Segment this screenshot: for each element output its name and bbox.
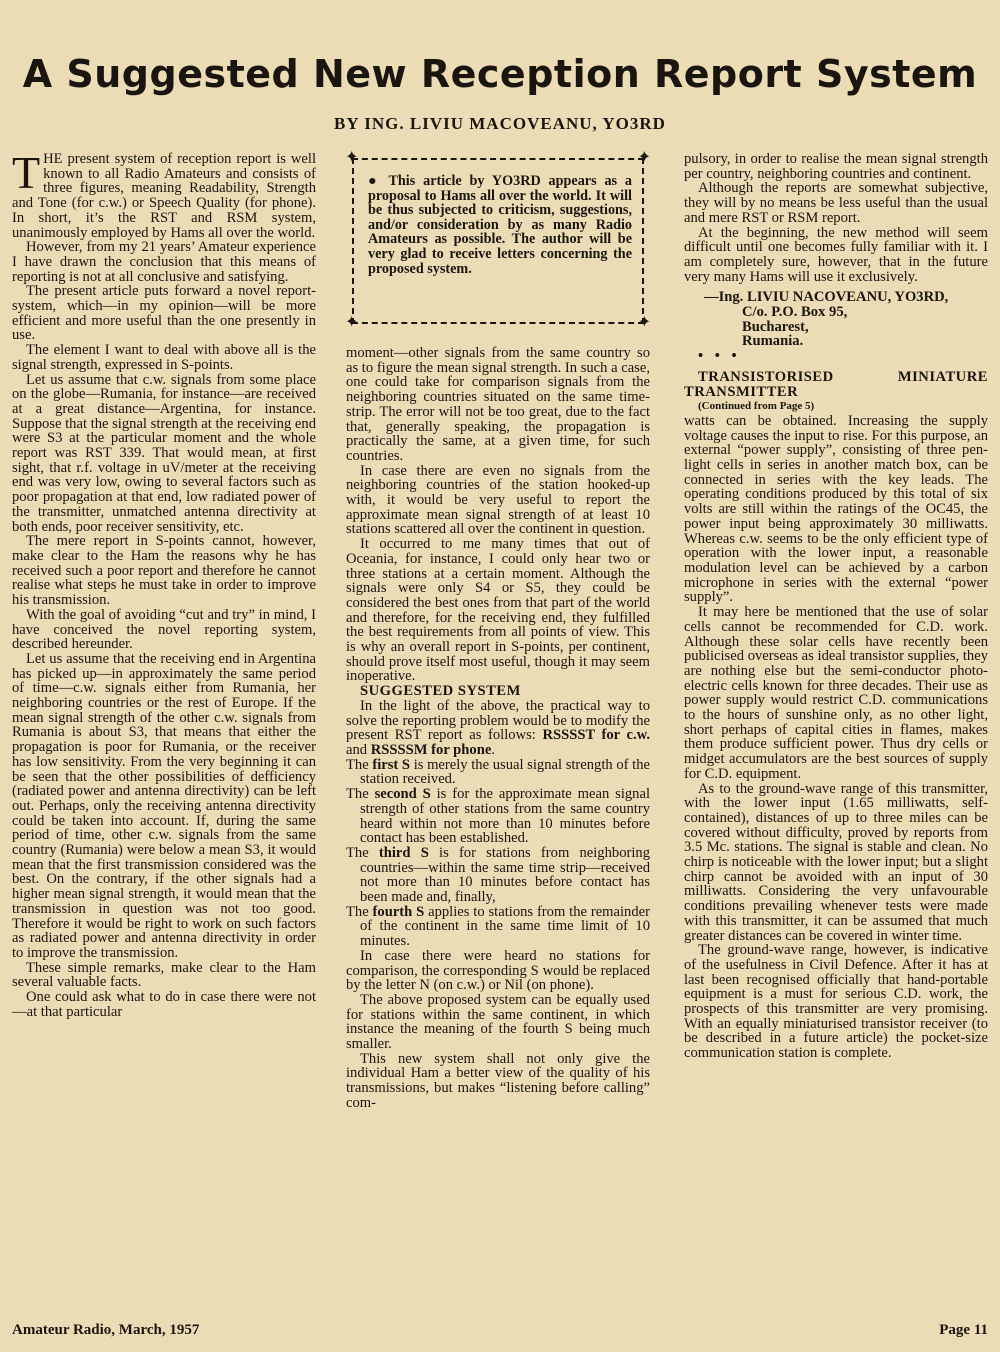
paragraph: One could ask what to do in case there were not—at that particular — [12, 989, 316, 1020]
text-run: applies to stations from the remainder of the continent in the same time limit of 10 minutes. — [360, 903, 650, 950]
paragraph: pulsory, in order to realise the mean signal strength per country, neighboring countries and continent. — [684, 151, 988, 182]
paragraph: The element I want to deal with above all is the signal strength, expressed in S-points. — [12, 342, 316, 373]
code-rssssm: RSSSSM for phone — [370, 741, 492, 758]
definition-item — [346, 787, 650, 846]
column-2 — [346, 346, 650, 1111]
section-heading: TRANSISTORISED MINIATURE TRANSMITTER — [684, 368, 988, 400]
corner-ornament-icon: ✦ — [637, 314, 651, 331]
paragraph: In case there are even no signals from the neighboring countries of the station hooked-up with, it would be very useful to report the approximate mean signal strength of at least 10 stations scattered all over the continent in question. — [346, 462, 650, 538]
paragraph-text: HE present system of reception report is well known to all Radio Amateurs and consists of three figures, meaning Readability, Strength and Tone (for c.w.) or Speech Quality (for phone). In short, it’s the RST and RSM system, unanimously employed by Hams all over the world. — [12, 151, 316, 241]
byline: BY ING. LIVIU MACOVEANU, YO3RD — [334, 114, 666, 133]
corner-ornament-icon: ✦ — [345, 149, 359, 166]
article-title: A Suggested New Reception Report System — [22, 52, 978, 96]
paragraph: The mere report in S-points cannot, however, make clear to the Ham the reasons why he has received such a poor report and therefore he cannot realise what steps he must take in order to improve his transmission. — [12, 533, 316, 609]
paragraph: The present article puts forward a novel report-system, which—in my opinion—will be more efficient and more useful than the one presently in use. — [12, 283, 316, 344]
editor-note-text: This article by YO3RD appears as a proposal to Hams all over the world. It will be thus subjected to criticism, suggestions, and/or consideration by as many Radio Amateurs as possible. The author will be very glad to receive letters concerning the proposed system. — [368, 173, 632, 277]
editor-note-box — [345, 149, 651, 331]
text-run: In the light of the above, the practical way to solve the reporting problem would be to modify the present RST report as follows: — [346, 697, 650, 744]
paragraph: moment—other signals from the same country so as to figure the mean signal strength. In such a case, one could take for comparison signals from the neighboring countries situated on the same time-strip. The error will not be too great, due to the fact that, generally speaking, the propagation is practically the same, at a given time, for such countries. — [346, 345, 650, 464]
footer-publication: Amateur Radio, March, 1957 — [12, 1322, 200, 1338]
paragraph: Although the reports are somewhat subjective, they will by no means be less useful than the usual and mere RST or RSM report. — [684, 180, 988, 226]
signature-city: Bucharest, — [742, 318, 809, 335]
footer-page-number: Page 11 — [939, 1322, 988, 1338]
signature-address: C/o. P.O. Box 95, — [742, 304, 848, 321]
section-heading: SUGGESTED SYSTEM — [360, 683, 521, 700]
term: fourth S — [372, 903, 425, 920]
section-separator: • • • — [698, 348, 741, 365]
paragraph: This new system shall not only give the individual Ham a better view of the quality of his transmissions, but makes “listening before calling” com- — [346, 1050, 650, 1111]
text-run: The — [346, 756, 373, 773]
continued-note: (Continued from Page 5) — [698, 400, 815, 413]
definition-item — [346, 758, 650, 787]
paragraph: It may here be mentioned that the use of solar cells cannot be recommended for C.D. work. Although these solar cells have recently been publicised overseas as ideal transistor supplies, they are nothing else but the semi-conductor photo-electric cells known for three decades. Their use as power supply would restrict C.D. communications to the hours of sunshine only, as no other light, short perhaps of capital cities in flames, makes them produce sufficient power. Thus dry cells or midget accumulators are the best sources of supply for C.D. equipment. — [684, 604, 988, 782]
paragraph: These simple remarks, make clear to the Ham several valuable facts. — [12, 959, 316, 991]
definition-item — [346, 846, 650, 905]
signature-country: Rumania. — [742, 333, 804, 350]
paragraph — [346, 699, 650, 758]
drop-cap: T — [12, 147, 41, 198]
column-1 — [12, 147, 316, 1020]
bullet-icon: ● — [368, 173, 381, 189]
definition-item — [346, 905, 650, 949]
paragraph: The above proposed system can be equally used for stations within the same continent, in which instance the meaning of the fourth S being much smaller. — [346, 991, 650, 1053]
paragraph: At the beginning, the new method will seem difficult until one becomes fully familiar with it. I am completely sure, however, that in the future very many Hams will use it exclusively. — [684, 224, 988, 285]
editor-note-frame — [345, 149, 651, 331]
paragraph: watts can be obtained. Increasing the supply voltage causes the input to rise. For this purpose, an external “power supply”, consisting of three pen-light cells in series in another match box, can be connected in series with the key leads. The operating conditions produced by this total of six volts are still within the ratings of the OC45, the power input being approximately 30 milliwatts. Whereas c.w. seems to be the only efficient type of operation with the lower input, a reasonable modulation level can be achieved by a carbon microphone in series with the external “power supply”. — [684, 412, 988, 606]
text-run: is merely the usual signal strength of the station received. — [360, 756, 650, 788]
text-run: . — [491, 741, 495, 758]
text-run: The — [346, 903, 373, 920]
corner-ornament-icon: ✦ — [637, 149, 651, 166]
paragraph: It occurred to me many times that out of Oceania, for instance, I could only hear two or three stations at a certain moment. Although the signals were only S4 or S5, they could be considered the best ones from that part of the world and therefore, for the receiving end, they fulfilled the best requirements from all points of view. This is why an overall report in S-points, per continent, should prove itself most useful, though it may seem inoperative. — [346, 536, 650, 685]
paragraph: Let us assume that the receiving end in Argentina has picked up—in approximately the same period of time—c.w. signals either from Rumania, her neighboring countries or the rest of Europe. If the mean signal strength of the other c.w. signals from Rumania is about S3, that means that either the propagation is poor for Rumania, or the receiver has low sensitivity. From the very beginning it can be seen that the other possibilities of defficiency (radiated power and antenna directivity) can be left out. Perhaps, only the receiving antenna directivity could be taken into account. If, during the same period of time, other c.w. signals from the same country (Rumania) were below a mean S3, it would mean that the first transmission considered was the best. On the contrary, if the other signals had a higher mean signal strength, it would mean that the transmission in question was not too good. Therefore it would be right to work on such factors as radiated power and antenna directivity in order to improve the transmission. — [12, 650, 316, 961]
paragraph: In case there were heard no stations for comparison, the corresponding S would be replaced by the letter N (on c.w.) or Nil (on phone). — [346, 947, 650, 994]
text-run: is for stations from neighboring countries—within the same time strip—received not more than 10 minutes before contact has been made and, finally, — [360, 844, 651, 906]
signature-name: —Ing. LIVIU NACOVEANU, YO3RD, — [704, 289, 949, 306]
text-run: The — [346, 844, 379, 861]
paragraph: The ground-wave range, however, is indicative of the usefulness in Civil Defence. After it has at last been recognised officially that hand-portable equipment is a must for serious C.D. work, the prospects of this transmitter are very promising. With an equally miniaturised transistor receiver (to be described in a future article) the pocket-size communication station is complete. — [684, 942, 988, 1062]
term: first S — [372, 756, 411, 773]
paragraph: As to the ground-wave range of this transmitter, with the lower input (1.65 milliwatts, self-contained), distances of up to three miles can be covered without difficulty, proved by reports from 3.5 Mc. stations. The signal is stable and clean. No chirp is noticeable with the lower input; but a slight chirp cannot be avoided with an input of 30 milliwatts. Considering the very unfavourable conditions prevailing whenever tests were made with this transmitter, it can be assumed that much greater distances can be covered in winter time. — [684, 780, 988, 944]
paragraph — [12, 147, 316, 241]
column-3 — [684, 152, 988, 1061]
term: second S — [374, 786, 431, 803]
corner-ornament-icon: ✦ — [345, 314, 359, 331]
text-run: is for the approximate mean signal strength of other stations from the same country heard within not more than 10 minutes before contact has been established. — [360, 786, 651, 847]
term: third S — [378, 844, 429, 861]
text-run: The — [346, 786, 375, 803]
code-rssst: RSSSST for c.w. — [542, 727, 650, 744]
paragraph: With the goal of avoiding “cut and try” in mind, I have conceived the novel reporting system, described hereunder. — [12, 606, 316, 653]
text-run: and — [346, 741, 371, 758]
paragraph: However, from my 21 years’ Amateur experience I have drawn the conclusion that this means of reporting is not at all conclusive and satisfying. — [12, 239, 316, 285]
paragraph: Let us assume that c.w. signals from some place on the globe—Rumania, for instance—are received at a great distance—Argentina, for instance. Suppose that the signal strength at the receiving end were S3 at the particular moment and the whole report was RST 339. That would mean, at first sight, that r.f. voltage in uV/meter at the receiving end was very low, owing to several factors such as poor propagation at that end, low radiated power of the transmitter, unmatched antenna directivity at both ends, poor receiver sensitivity, etc. — [12, 371, 316, 535]
